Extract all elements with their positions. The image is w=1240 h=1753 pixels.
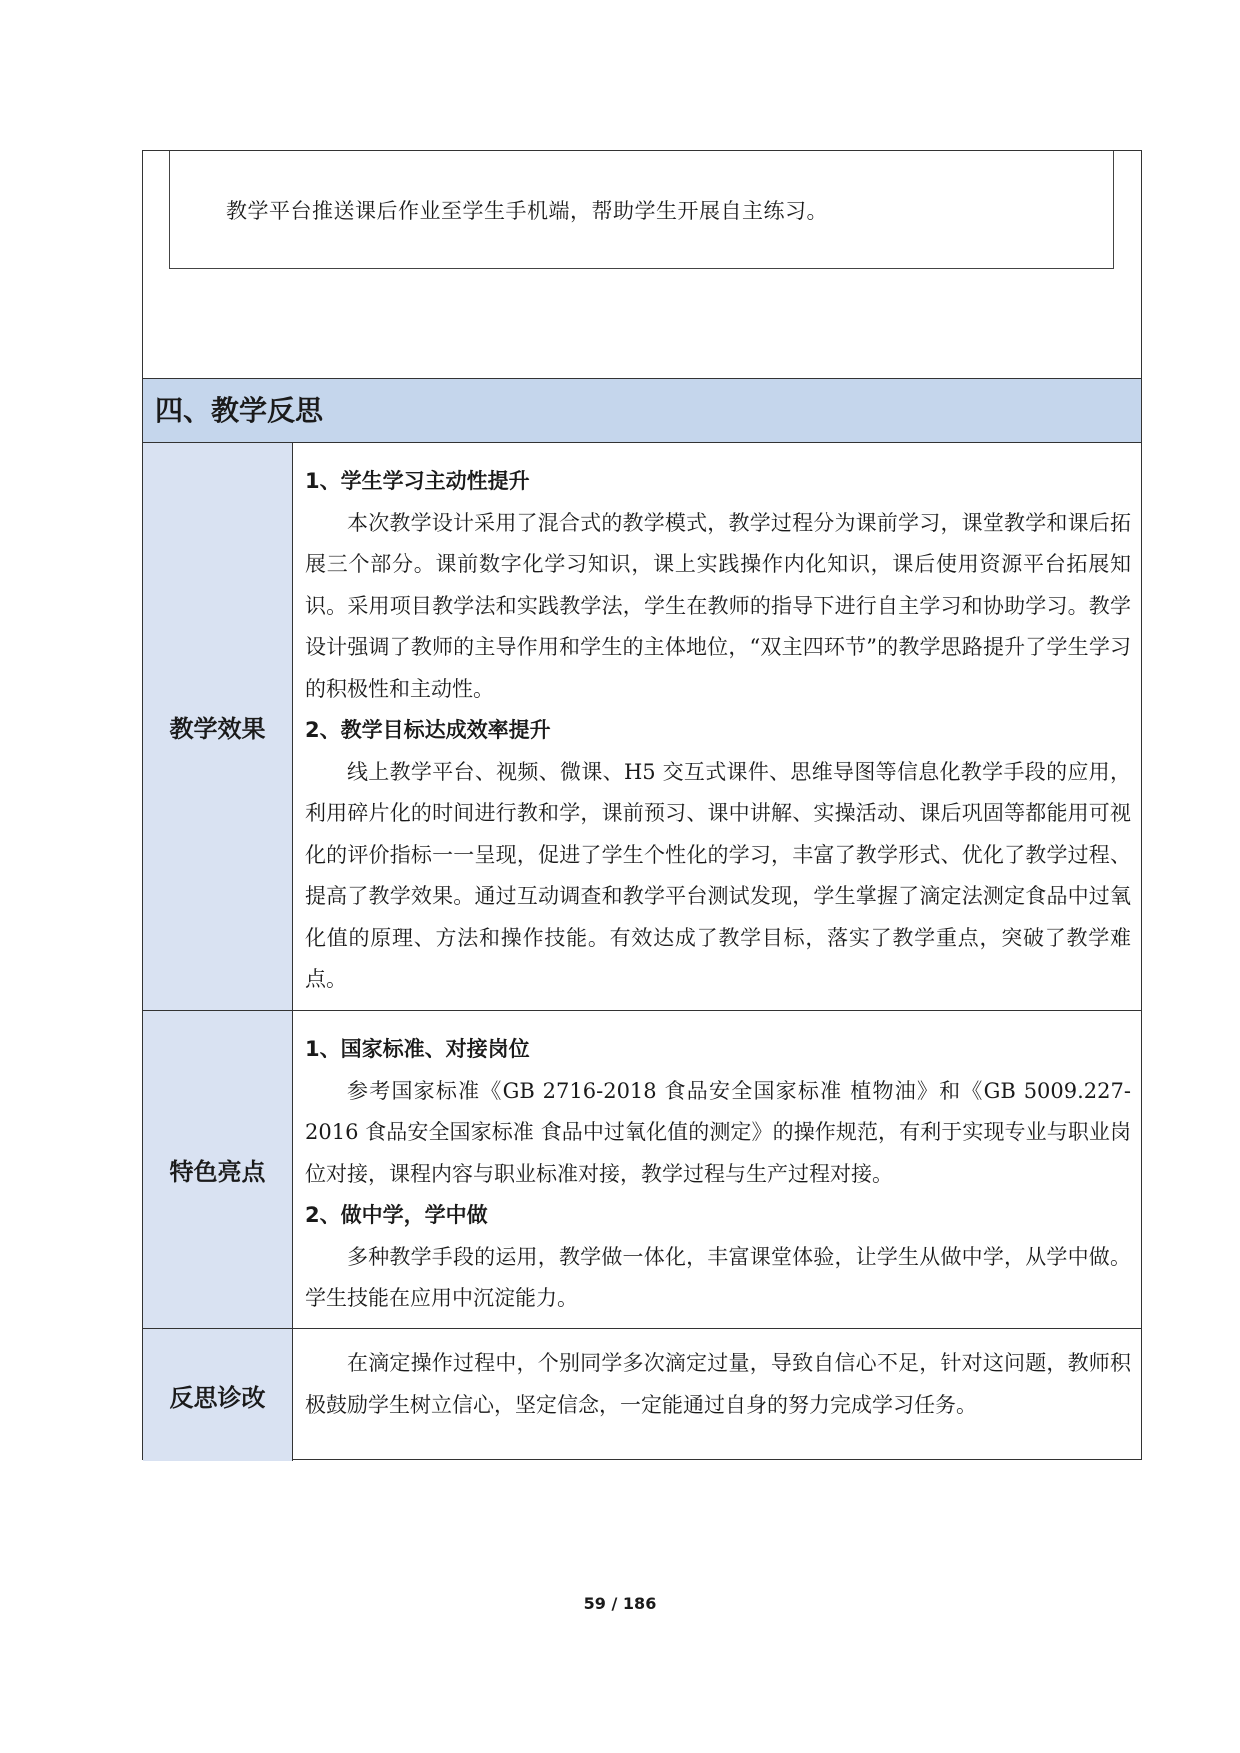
row-content (293, 443, 1141, 1010)
section-title: 四、教学反思 (143, 379, 1141, 443)
page-number: 59 / 186 (583, 1594, 657, 1613)
paragraph: 在滴定操作过程中，个别同学多次滴定过量，导致自信心不足，针对这问题，教师积极鼓励学生树立信心，坚定信念，一定能通过自身的努力完成学习任务。 (305, 1351, 1131, 1417)
reflection-table (142, 150, 1142, 1460)
row-content (293, 1011, 1141, 1328)
subheading: 2、教学目标达成效率提升 (305, 718, 551, 742)
paragraph: 线上教学平台、视频、微课、H5 交互式课件、思维导图等信息化教学手段的应用，利用碎片化的时间进行教和学，课前预习、课中讲解、实操活动、课后巩固等都能用可视化的评价指标一一呈现，促进了学生个性化的学习，丰富了教学形式、优化了教学过程、提高了教学效果。通过互动调查和教学平台测试发现，学生掌握了滴定法测定食品中过氧化值的原理、方法和操作技能。有效达成了教学目标，落实了教学重点，突破了教学难点。 (305, 759, 1131, 991)
homework-text: 教学平台推送课后作业至学生手机端，帮助学生开展自主练习。 (226, 199, 828, 223)
homework-box (169, 151, 1114, 269)
table-row-teaching-effect (143, 443, 1141, 1011)
previous-section-cell (143, 151, 1141, 379)
table-row-reflection (143, 1329, 1141, 1461)
subheading: 1、学生学习主动性提升 (305, 469, 530, 493)
subheading: 2、做中学，学中做 (305, 1203, 488, 1227)
paragraph: 多种教学手段的运用，教学做一体化，丰富课堂体验，让学生从做中学，从学中做。学生技能在应用中沉淀能力。 (305, 1244, 1131, 1310)
paragraph: 参考国家标准《GB 2716-2018 食品安全国家标准 植物油》和《GB 5009.227-2016 食品安全国家标准 食品中过氧化值的测定》的操作规范，有利于实现专业与职业岗位对接，课程内容与职业标准对接，教学过程与生产过程对接。 (305, 1078, 1131, 1186)
row-label: 教学效果 (143, 443, 293, 1010)
row-label: 反思诊改 (143, 1329, 293, 1461)
row-label: 特色亮点 (143, 1011, 293, 1328)
paragraph: 本次教学设计采用了混合式的教学模式，教学过程分为课前学习，课堂教学和课后拓展三个部分。课前数字化学习知识，课上实践操作内化知识，课后使用资源平台拓展知识。采用项目教学法和实践教学法，学生在教师的指导下进行自主学习和协助学习。教学设计强调了教师的主导作用和学生的主体地位，“双主四环节”的教学思路提升了学生学习的积极性和主动性。 (305, 510, 1131, 701)
row-content (293, 1329, 1141, 1461)
subheading: 1、国家标准、对接岗位 (305, 1037, 530, 1061)
table-row-highlights (143, 1011, 1141, 1329)
